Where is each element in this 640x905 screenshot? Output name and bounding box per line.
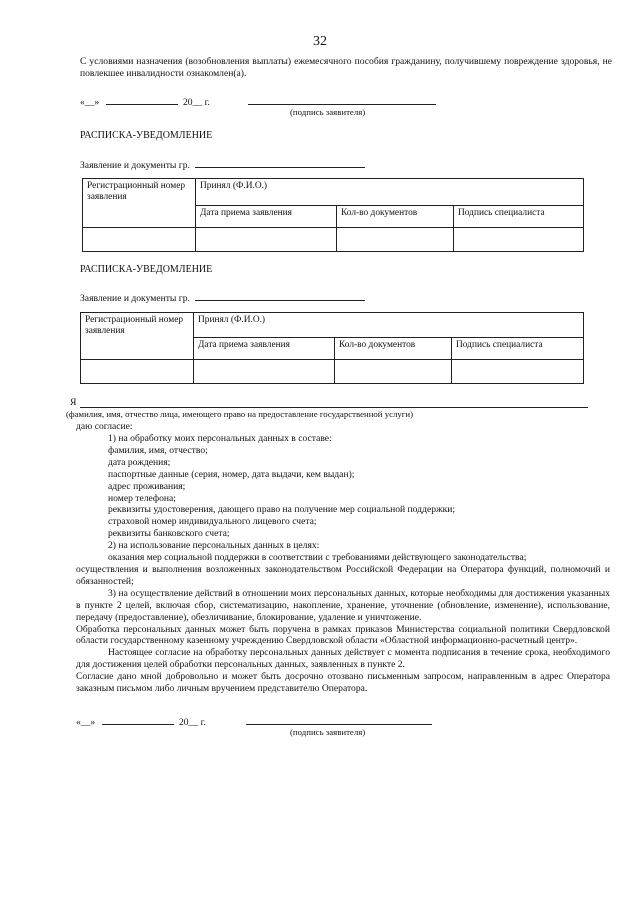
specialist-signature-cell[interactable] [454,228,584,252]
specialist-signature-header: Подпись специалиста [452,338,584,360]
date-year: 20__ г. [179,717,206,728]
purpose-1: оказания мер социальной поддержки в соответствии с требованиями действующего законодательства; [108,552,527,564]
reg-number-cell[interactable] [81,360,194,384]
date-day: «__» [76,717,96,728]
doc-count-cell[interactable] [335,360,452,384]
docs-label-text: Заявление и документы гр. [80,160,190,171]
accepted-by-header: Принял (Ф.И.О.) [196,179,584,206]
data-item: фамилия, имя, отчество; [108,444,208,456]
validity-clause: Настоящее согласие на обработку персональных данных действует с момента подписания в течение срока, необходимого для достижения целей обработки персональных данных, заявленных в пункте 2. [76,647,610,671]
date-month-field[interactable] [102,714,174,725]
data-item: страховой номер индивидуального лицевого счета; [108,516,317,528]
page-number: 32 [313,34,327,49]
date-received-cell[interactable] [196,228,337,252]
consent-body [76,433,610,695]
specialist-signature-header: Подпись специалиста [454,206,584,228]
data-item: номер телефона; [108,492,176,504]
receipt-table-1 [82,178,584,252]
receipt-title-1: РАСПИСКА-УВЕДОМЛЕНИЕ [80,130,213,141]
signature-line-1[interactable] [248,104,436,105]
consent-item-2: 2) на использование персональных данных в целях: [108,540,320,552]
receipt-title-2: РАСПИСКА-УВЕДОМЛЕНИЕ [80,264,213,275]
data-item: адрес проживания; [108,480,186,492]
give-consent: даю согласие: [76,421,133,432]
docs-label-1 [80,157,365,171]
doc-count-header: Кол-во документов [337,206,454,228]
date-received-header: Дата приема заявления [196,206,337,228]
consent-item-3: 3) на осуществление действий в отношении моих персональных данных, которые необходимы для достижения указанных в пункте 2 целей, включая сбор, систематизацию, накопление, хранение, уточнение (обновление, изменение), использование, передачу (предоставление), обезличивание, блокирование, удаление и уничтожение. [76,587,610,623]
data-item: паспортные данные (серия, номер, дата выдачи, кем выдан); [108,468,355,480]
consent-intro: С условиями назначения (возобновления выплаты) ежемесячного пособия гражданину, получившему повреждение здоровья, не повлекшее инвалидности ознакомлен(а). [80,56,612,79]
doc-count-cell[interactable] [337,228,454,252]
person-name-line[interactable] [80,407,588,408]
receipt-table-2 [80,312,584,384]
date-line-2 [76,714,206,728]
revocation-clause: Согласие дано мной добровольно и может быть досрочно отозвано письменным запросом, направленным в адрес Оператора заказным письмом либо личным вручением представителю Оператора. [76,671,610,695]
reg-number-header: Регистрационный номер заявления [81,313,194,360]
date-line-1 [80,94,210,108]
data-item: реквизиты удостоверения, дающего право на получение мер социальной поддержки; [108,504,456,516]
docs-label-text: Заявление и документы гр. [80,293,190,304]
date-received-header: Дата приема заявления [194,338,335,360]
doc-count-header: Кол-во документов [335,338,452,360]
consent-i-label: Я [70,397,77,408]
data-item: реквизиты банковского счета; [108,528,230,540]
date-day: «__» [80,97,100,108]
docs-label-2 [80,290,365,304]
data-item: дата рождения; [108,456,171,468]
applicant-name-field[interactable] [195,157,365,168]
date-year: 20__ г. [183,97,210,108]
signature-caption-1: (подпись заявителя) [290,107,366,117]
applicant-name-field[interactable] [195,290,365,301]
reg-number-cell[interactable] [83,228,196,252]
person-caption: (фамилия, имя, отчество лица, имеющего право на предоставление государственной услуги) [66,409,414,419]
accepted-by-header: Принял (Ф.И.О.) [194,313,584,338]
signature-caption-2: (подпись заявителя) [290,727,366,737]
processing-clause: Обработка персональных данных может быть поручена в рамках приказов Министерства социальной политики Свердловской области государственному казенному учреждению Свердловской области «Областной информационно-расчетный центр». [76,623,610,647]
date-month-field[interactable] [106,94,178,105]
signature-line-2[interactable] [246,724,432,725]
date-received-cell[interactable] [194,360,335,384]
consent-item-1: 1) на обработку моих персональных данных в составе: [108,433,332,444]
reg-number-header: Регистрационный номер заявления [83,179,196,228]
specialist-signature-cell[interactable] [452,360,584,384]
purpose-2: осуществления и выполнения возложенных законодательством Российской Федерации на Оператора функций, полномочий и обязанностей; [76,563,610,587]
